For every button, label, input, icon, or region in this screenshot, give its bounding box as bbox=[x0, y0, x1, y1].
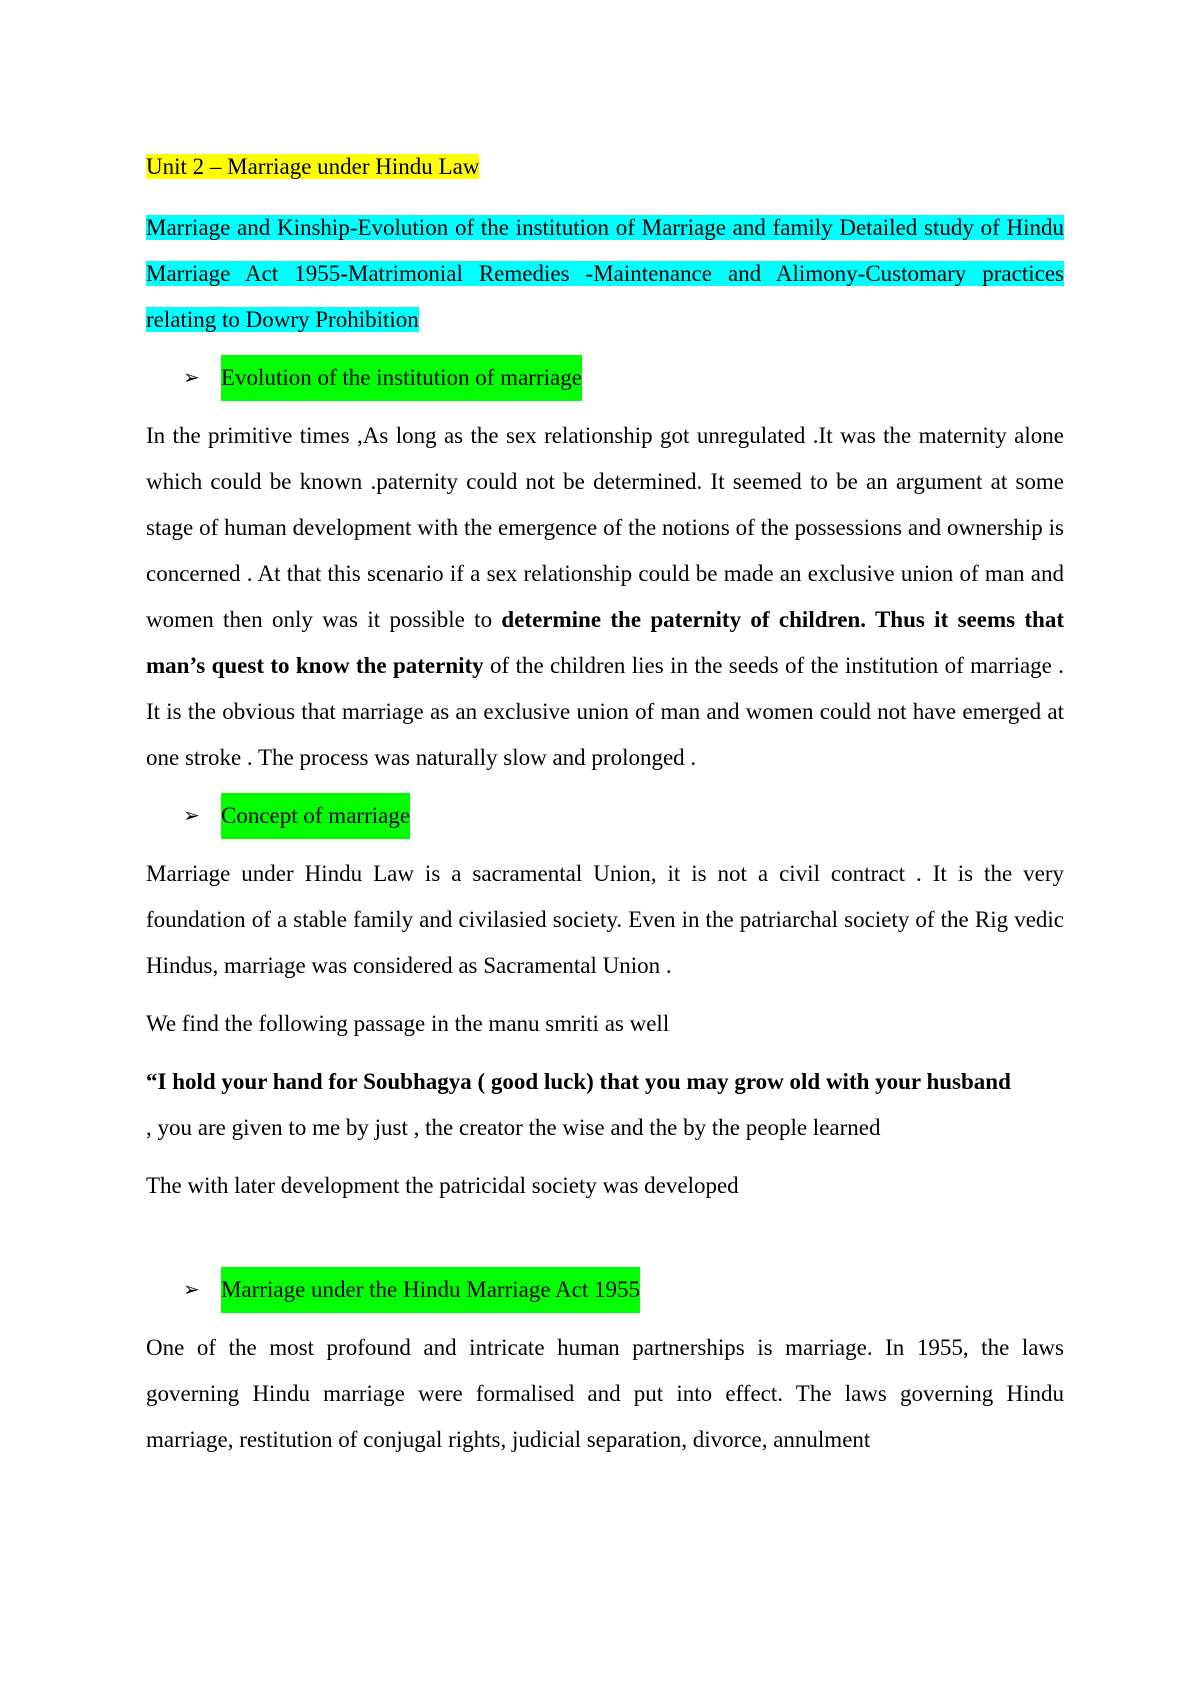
section-heading-evolution bbox=[146, 355, 1064, 401]
later-development-paragraph bbox=[146, 1163, 1064, 1209]
paragraph-text: One of the most profound and intricate human partnerships is marriage. In 1955, the laws governing Hindu marriage were formalised and put into effect. The laws governing Hindu marriage, restitution of conjugal rights, judicial separation, divorce, annulment bbox=[146, 1335, 1064, 1452]
paragraph-text: In the primitive times ,As long as the sex relationship got unregulated .It was the maternity alone which could be known .paternity could not be determined. It seemed to be an argument at some stage of human development with the emergence of the notions of the possessions and ownership is concerned . At that this scenario if a sex relationship could be made an exclusive union of man and women then only was it possible to bbox=[146, 423, 1064, 632]
section-heading-concept bbox=[146, 793, 1064, 839]
unit-title-text: Unit 2 – Marriage under Hindu Law bbox=[146, 154, 480, 179]
arrow-bullet-icon: ➢ bbox=[183, 1279, 200, 1301]
section-heading-text: Marriage under the Hindu Marriage Act 1955 bbox=[221, 1267, 640, 1313]
evolution-paragraph bbox=[146, 413, 1064, 781]
unit-title bbox=[146, 144, 1064, 190]
syllabus-paragraph bbox=[146, 205, 1064, 343]
paragraph-bold-text: determine the paternity of children. Thus it seems that man’s quest to know the paternity bbox=[146, 607, 1065, 678]
arrow-bullet-icon: ➢ bbox=[183, 805, 200, 827]
section-heading-hindu-marriage-act bbox=[146, 1267, 1064, 1313]
arrow-bullet-icon: ➢ bbox=[183, 367, 200, 389]
syllabus-text: Marriage and Kinship-Evolution of the institution of Marriage and family Detailed study of Hindu Marriage Act 1955-Matrimonial Remedies -Maintenance and Alimony-Customary practices relating to Dowry Prohibition bbox=[146, 215, 1064, 332]
document-body bbox=[146, 144, 1064, 1475]
paragraph-text: We find the following passage in the manu smriti as well bbox=[146, 1011, 670, 1036]
paragraph-text: Marriage under Hindu Law is a sacramental Union, it is not a civil contract . It is the very foundation of a stable family and civilasied society. Even in the patriarchal society of the Rig vedic Hindus, marriage was considered as Sacramental Union . bbox=[146, 861, 1064, 978]
paragraph-text: of the children lies in the seeds of the institution of marriage . It is the obvious that marriage as an exclusive union of man and women could not have emerged at one stroke . The process was naturally slow and prolonged . bbox=[146, 653, 1065, 770]
hindu-marriage-act-paragraph bbox=[146, 1325, 1064, 1463]
quote-text: , you are given to me by just , the creator the wise and the by the people learned bbox=[146, 1115, 881, 1140]
manu-smriti-intro bbox=[146, 1001, 1064, 1047]
paragraph-text: The with later development the patricidal society was developed bbox=[146, 1173, 739, 1198]
quote-bold-text: “I hold your hand for Soubhagya ( good luck) that you may grow old with your husband bbox=[146, 1069, 1011, 1094]
blank-line bbox=[146, 1221, 1064, 1267]
section-heading-text: Evolution of the institution of marriage bbox=[221, 355, 582, 401]
manu-smriti-quote bbox=[146, 1059, 1064, 1151]
section-heading-text: Concept of marriage bbox=[221, 793, 410, 839]
concept-paragraph bbox=[146, 851, 1064, 989]
